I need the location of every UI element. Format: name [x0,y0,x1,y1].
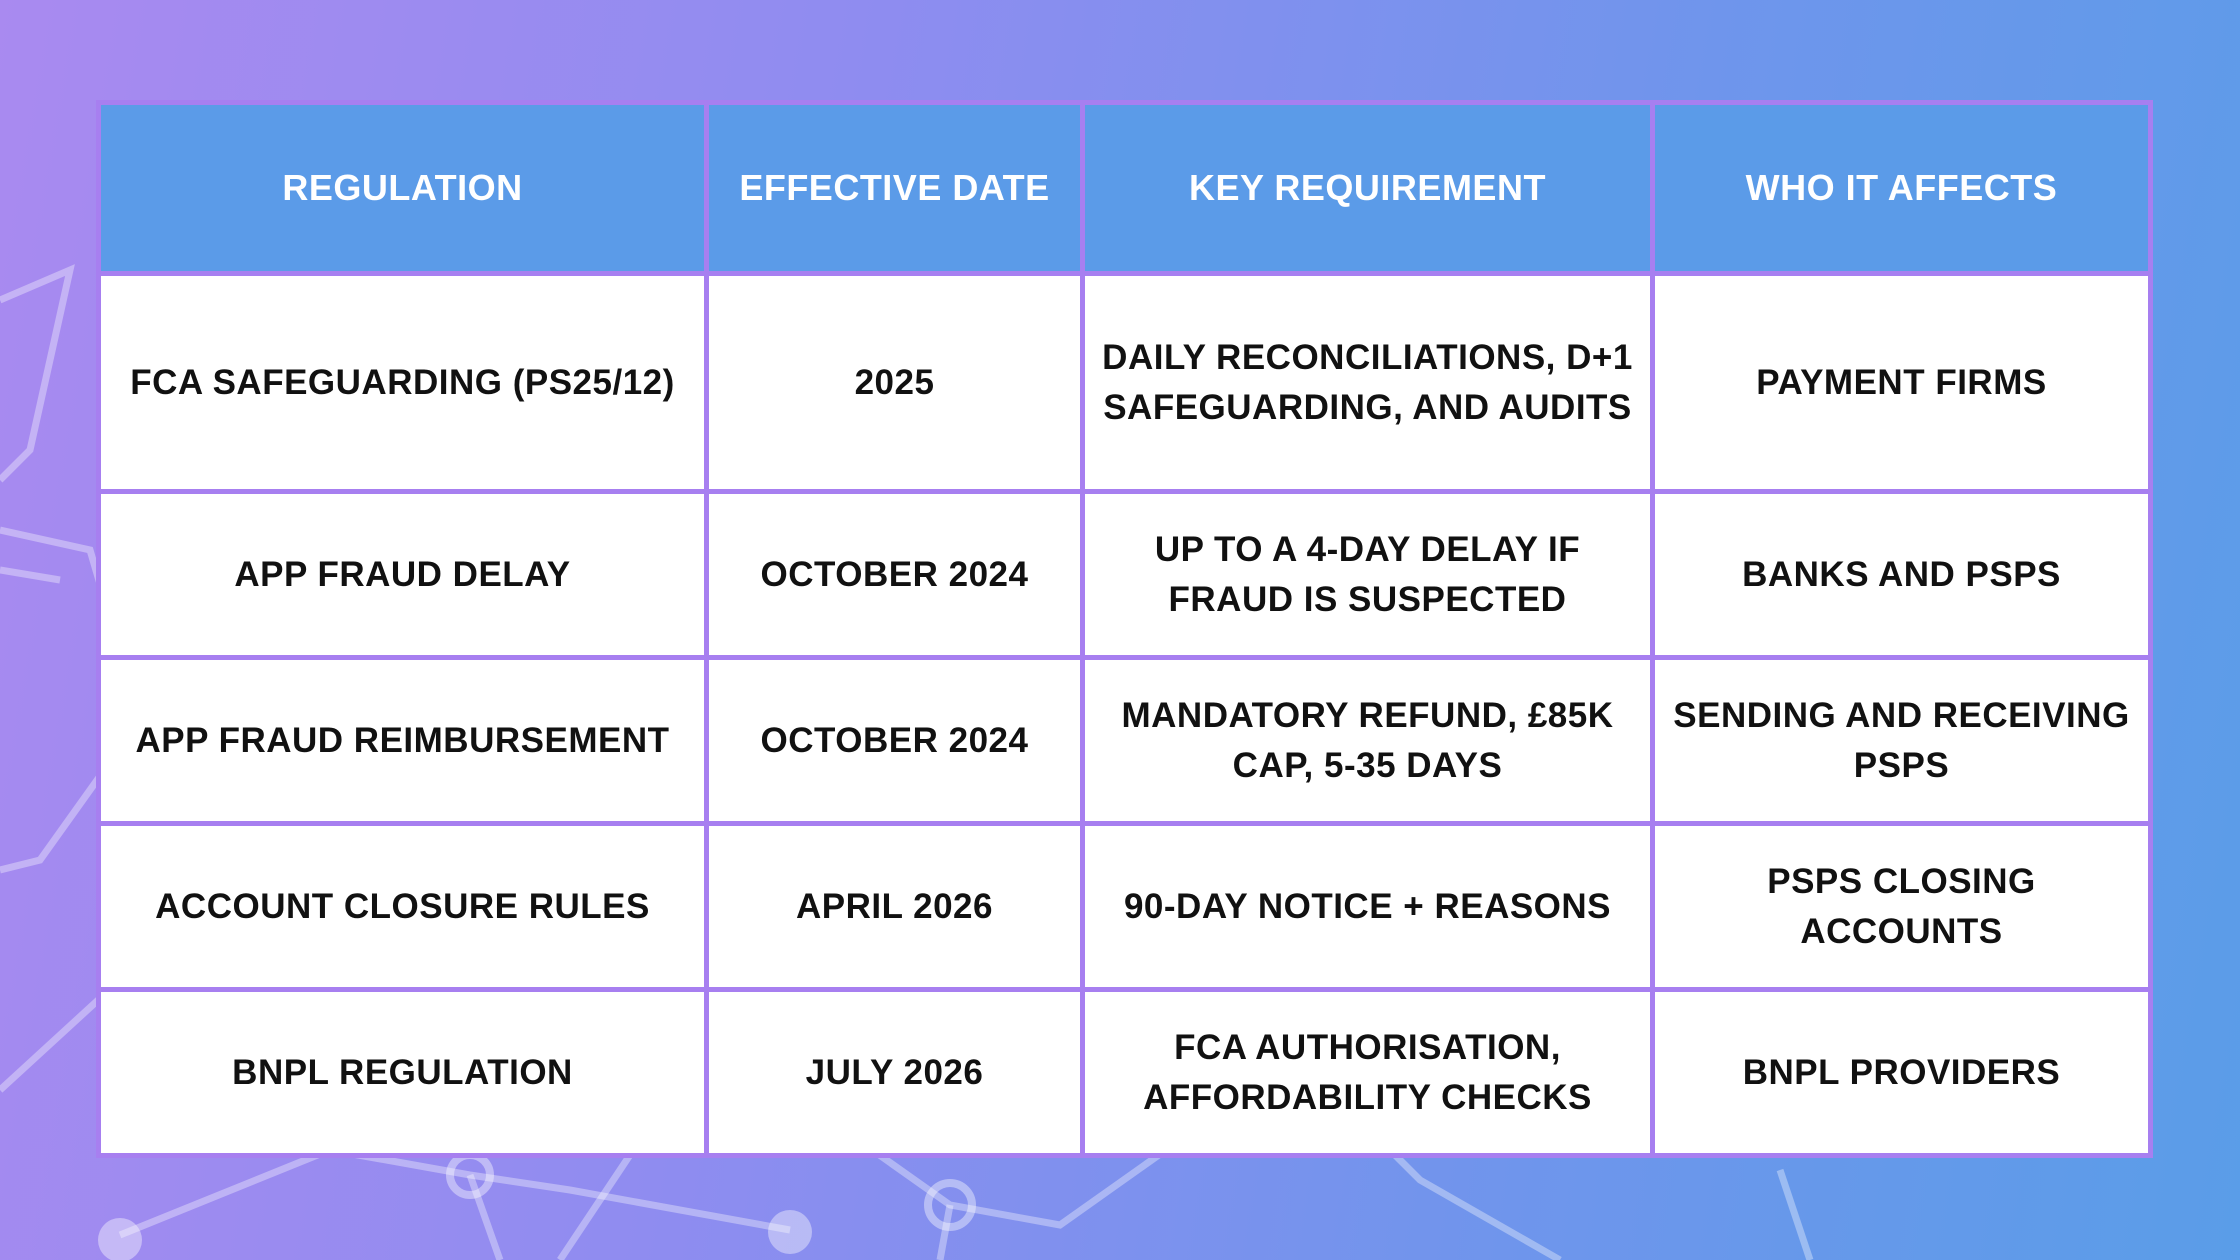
cell-key-requirement: DAILY RECONCILIATIONS, D+1 SAFEGUARDING, AND AUDITS [1083,274,1653,492]
header-regulation: REGULATION [99,103,707,274]
cell-who-it-affects: SENDING AND RECEIVING PSPS [1653,658,2151,824]
table-row [99,274,2151,492]
cell-who-it-affects: PSPS CLOSING ACCOUNTS [1653,824,2151,990]
cell-key-requirement: MANDATORY REFUND, £85K CAP, 5-35 DAYS [1083,658,1653,824]
cell-who-it-affects: BNPL PROVIDERS [1653,990,2151,1156]
table-header-row [99,103,2151,274]
cell-effective-date: JULY 2026 [707,990,1083,1156]
regulations-table [96,100,2153,1158]
cell-key-requirement: 90-DAY NOTICE + REASONS [1083,824,1653,990]
table-row [99,492,2151,658]
cell-effective-date: OCTOBER 2024 [707,492,1083,658]
header-key-requirement: KEY REQUIREMENT [1083,103,1653,274]
regulations-table-container [96,100,2148,1158]
header-who-it-affects: WHO IT AFFECTS [1653,103,2151,274]
table-row [99,658,2151,824]
cell-key-requirement: FCA AUTHORISATION, AFFORDABILITY CHECKS [1083,990,1653,1156]
cell-regulation: FCA SAFEGUARDING (PS25/12) [99,274,707,492]
cell-key-requirement: UP TO A 4-DAY DELAY IF FRAUD IS SUSPECTED [1083,492,1653,658]
cell-effective-date: OCTOBER 2024 [707,658,1083,824]
table-row [99,824,2151,990]
header-effective-date: EFFECTIVE DATE [707,103,1083,274]
table-row [99,990,2151,1156]
cell-effective-date: 2025 [707,274,1083,492]
cell-regulation: ACCOUNT CLOSURE RULES [99,824,707,990]
cell-regulation: BNPL REGULATION [99,990,707,1156]
cell-effective-date: APRIL 2026 [707,824,1083,990]
cell-regulation: APP FRAUD DELAY [99,492,707,658]
cell-who-it-affects: BANKS AND PSPS [1653,492,2151,658]
cell-regulation: APP FRAUD REIMBURSEMENT [99,658,707,824]
cell-who-it-affects: PAYMENT FIRMS [1653,274,2151,492]
